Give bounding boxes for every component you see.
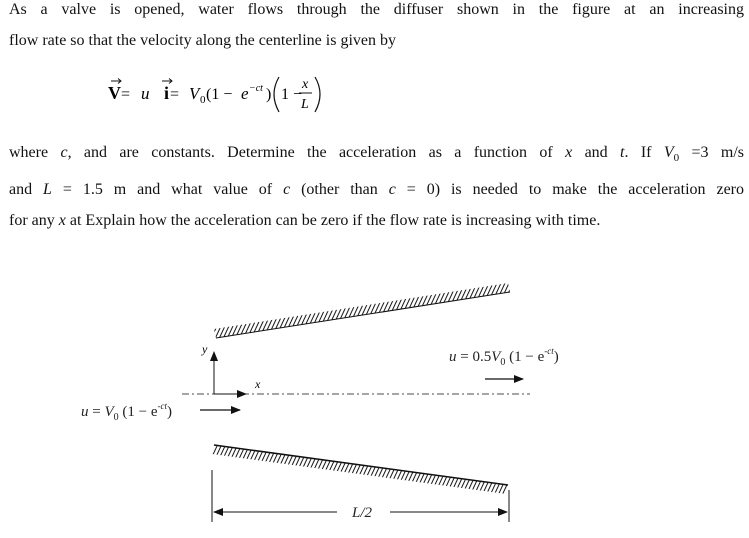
equals-2: = bbox=[170, 86, 180, 103]
x-axis-label: x bbox=[255, 377, 261, 391]
frac-denominator: L bbox=[301, 97, 309, 112]
y-axis-label: y bbox=[202, 342, 208, 356]
question-line-2: and L = 1.5 m and what value of c (other than c = 0) is needed to make the acceleration zero bbox=[9, 181, 744, 199]
intro-line-2: flow rate so that the velocity along the centerline is given by bbox=[9, 32, 396, 49]
equals-1: = bbox=[121, 86, 131, 103]
length-label: L/2 bbox=[352, 505, 373, 521]
one-minus: 1 − bbox=[281, 86, 303, 103]
lower-wall-hatching bbox=[212, 445, 508, 494]
v0-subscript: 0 bbox=[200, 94, 206, 106]
u-symbol: u bbox=[141, 84, 150, 103]
frac-numerator: x bbox=[302, 77, 309, 92]
unit-vector-i: i bbox=[164, 83, 170, 103]
vector-v: V bbox=[108, 83, 121, 103]
inlet-velocity-label: u = V0 (1 − e-ct) bbox=[81, 401, 173, 423]
e-symbol: e bbox=[241, 84, 249, 103]
upper-wall-hatching bbox=[214, 283, 510, 338]
paren-open: (1 − bbox=[206, 86, 233, 103]
outlet-velocity-label: u = 0.5V0 (1 − e-ct) bbox=[449, 346, 559, 368]
lower-wall bbox=[214, 445, 508, 485]
intro-line-1: As a valve is opened, water flows through the diffuser shown in the figure at an increasing bbox=[9, 1, 744, 18]
question-line-3: for any x at Explain how the acceleration can be zero if the flow rate is increasing with time. bbox=[9, 212, 601, 230]
question-line-1: where c, and are constants. Determine the acceleration as a function of x and t. If $V_0 =3$ m/s bbox=[9, 144, 745, 165]
paren-close: ) bbox=[266, 86, 272, 103]
exponent: −ct bbox=[249, 83, 263, 94]
upper-wall bbox=[216, 292, 510, 338]
v0-symbol: V bbox=[189, 84, 200, 103]
